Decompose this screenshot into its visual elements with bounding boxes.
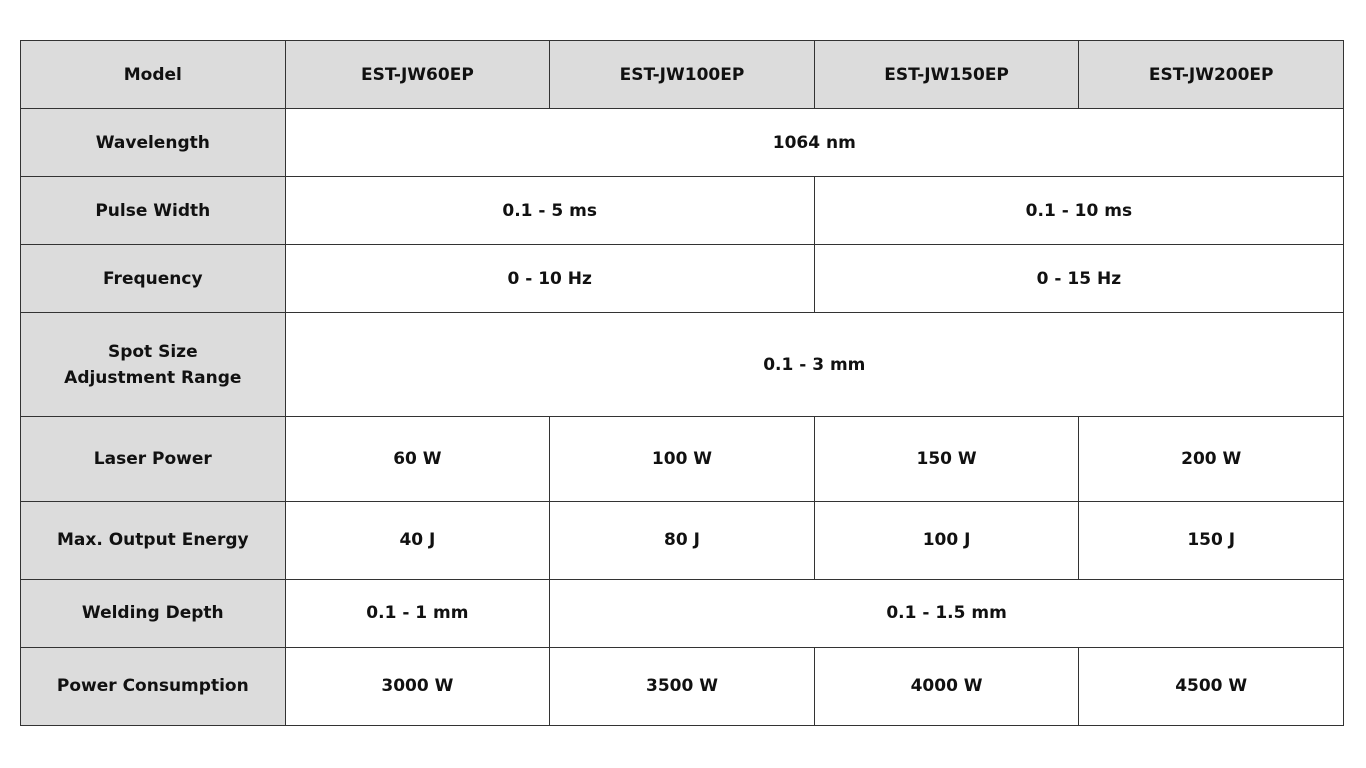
value-cell: 4500 W (1079, 647, 1344, 725)
value-cell: 3500 W (550, 647, 815, 725)
table-row-max-output-energy (21, 501, 1344, 579)
value-cell: 0 - 15 Hz (814, 245, 1343, 313)
table-row-laser-power (21, 417, 1344, 501)
spec-table (20, 40, 1344, 726)
value-cell: 80 J (550, 501, 815, 579)
header-label-cell: Model (21, 41, 286, 109)
value-cell: 150 W (814, 417, 1079, 501)
value-cell: 3000 W (285, 647, 550, 725)
row-label-line: Adjustment Range (64, 367, 242, 388)
value-cell: 150 J (1079, 501, 1344, 579)
table-header-row (21, 41, 1344, 109)
model-header-cell: EST-JW200EP (1079, 41, 1344, 109)
value-cell: 100 J (814, 501, 1079, 579)
value-cell: 4000 W (814, 647, 1079, 725)
model-header-cell: EST-JW60EP (285, 41, 550, 109)
row-label: Pulse Width (21, 177, 286, 245)
table-row-power-consumption (21, 647, 1344, 725)
value-cell: 0.1 - 1.5 mm (550, 579, 1344, 647)
value-cell: 100 W (550, 417, 815, 501)
table-row-wavelength (21, 109, 1344, 177)
row-label (21, 313, 286, 417)
row-label: Max. Output Energy (21, 501, 286, 579)
model-header-cell: EST-JW150EP (814, 41, 1079, 109)
model-header-cell: EST-JW100EP (550, 41, 815, 109)
value-cell: 40 J (285, 501, 550, 579)
table-row-frequency (21, 245, 1344, 313)
value-cell: 60 W (285, 417, 550, 501)
value-cell: 0.1 - 10 ms (814, 177, 1343, 245)
row-label: Wavelength (21, 109, 286, 177)
table-row-pulse-width (21, 177, 1344, 245)
value-cell: 0.1 - 1 mm (285, 579, 550, 647)
value-cell: 0.1 - 3 mm (285, 313, 1343, 417)
table-row-spot-size (21, 313, 1344, 417)
row-label: Welding Depth (21, 579, 286, 647)
value-cell: 0.1 - 5 ms (285, 177, 814, 245)
table-row-welding-depth (21, 579, 1344, 647)
row-label: Power Consumption (21, 647, 286, 725)
value-cell: 1064 nm (285, 109, 1343, 177)
row-label: Laser Power (21, 417, 286, 501)
value-cell: 0 - 10 Hz (285, 245, 814, 313)
row-label-line: Spot Size (107, 341, 198, 362)
row-label: Frequency (21, 245, 286, 313)
value-cell: 200 W (1079, 417, 1344, 501)
